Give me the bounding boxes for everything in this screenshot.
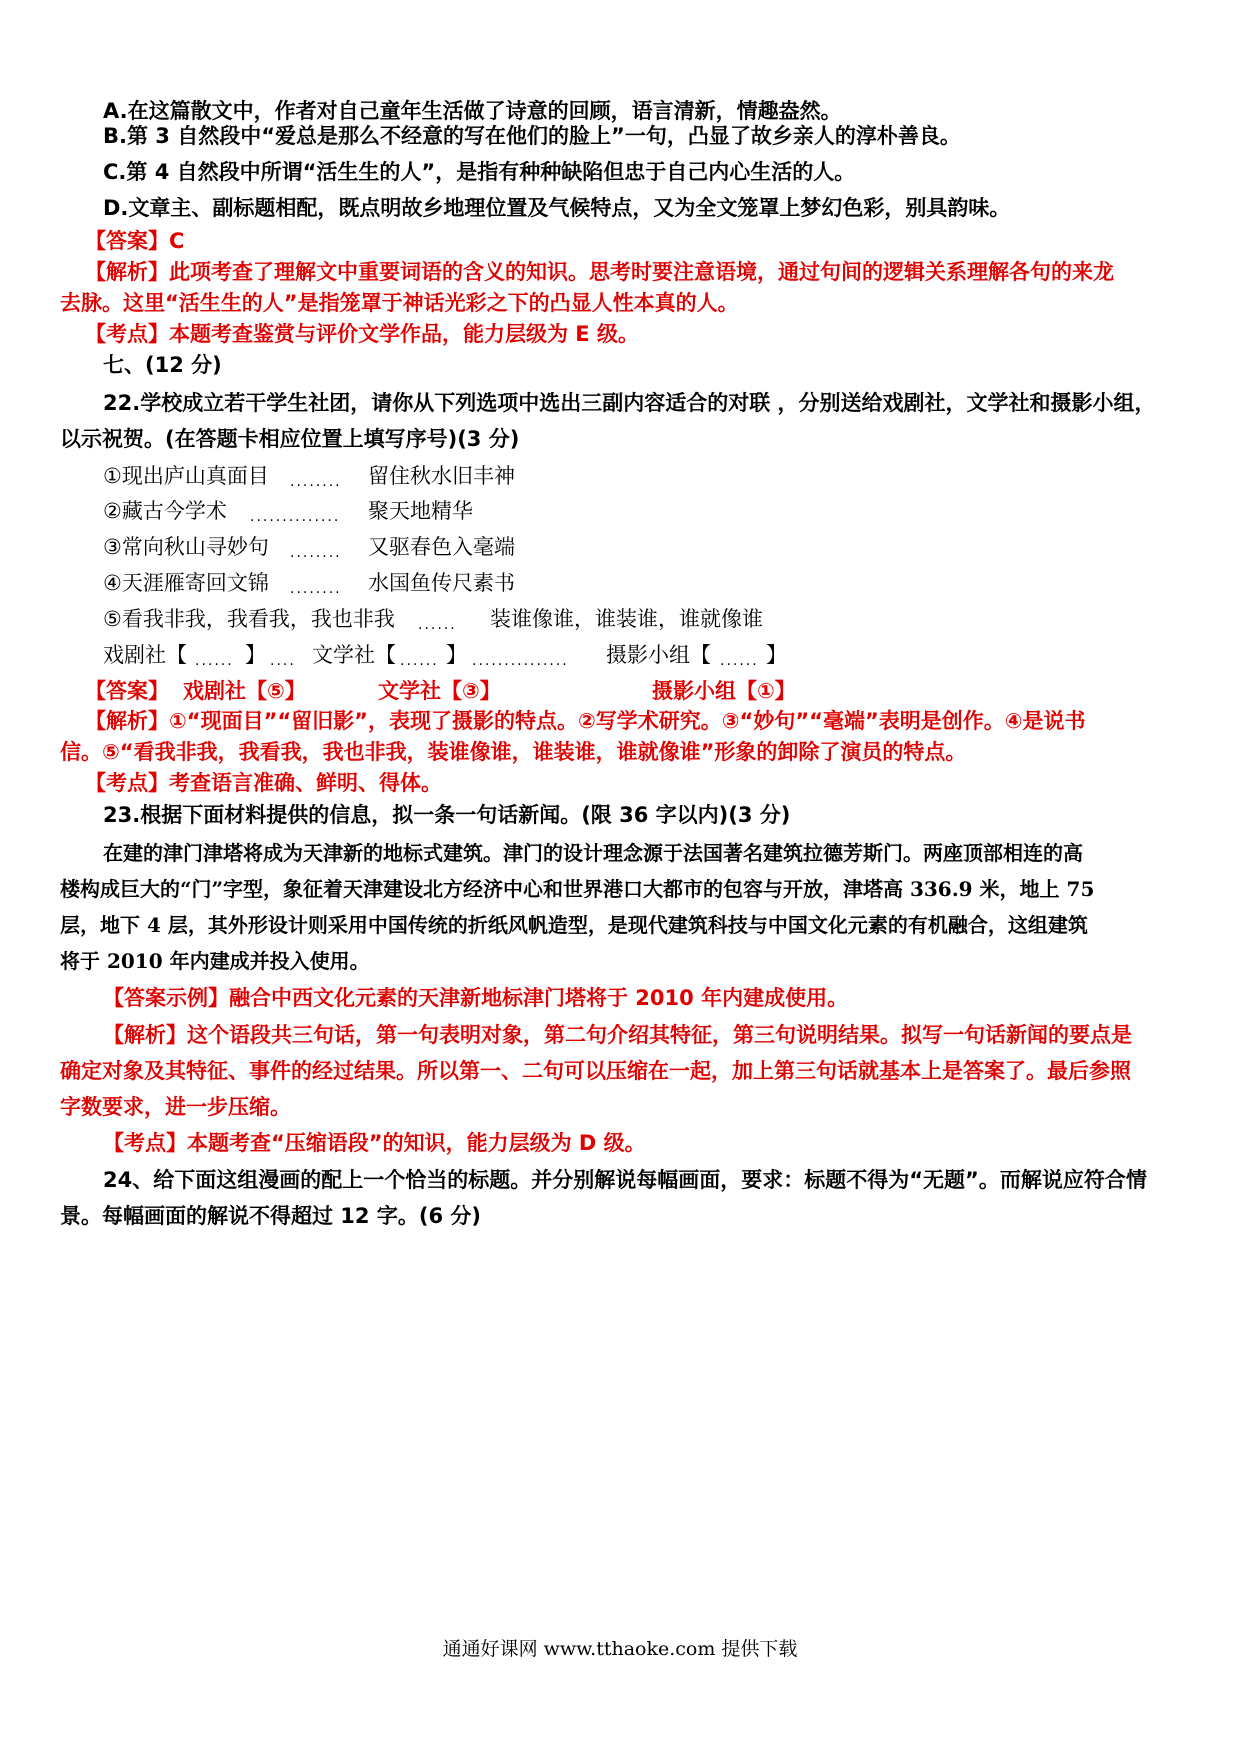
choice-c-text: C.第 4 自然段中所谓“活生生的人”，是指有种种缺陷但忠于自己内心生活的人。 <box>103 160 856 184</box>
page-footer: 通通好课网 www.tthaoke.com 提供下载 <box>442 1638 798 1660</box>
q23-material-text-4: 将于 2010 年内建成并投入使用。 <box>60 949 370 973</box>
q22-point-text: 【考点】考查语言准确、鲜明、得体。 <box>85 771 442 795</box>
q23-analysis-text-3: 字数要求，进一步压缩。 <box>60 1095 291 1119</box>
couplet-left: ②藏古今学术 <box>103 499 227 523</box>
couplet-left: ⑤看我非我，我看我，我也非我 <box>103 607 395 631</box>
couplet-dots: ........ <box>290 581 342 597</box>
q21-analysis-text-2: 去脉。这里“活生生的人”是指笼罩于神话光彩之下的凸显人性本真的人。 <box>60 291 739 315</box>
couplet-right: 又驱春色入毫端 <box>368 535 515 559</box>
q22-answer-photo: 摄影小组【①】 <box>652 679 796 703</box>
q23-answer-text: 【答案示例】融合中西文化元素的天津新地标津门塔将于 2010 年内建成使用。 <box>103 986 849 1010</box>
choice-d-text: D.文章主、副标题相配，既点明故乡地理位置及气候特点，又为全文笼罩上梦幻色彩，别具韵味。 <box>103 196 1011 220</box>
blank-drama-dots: ...... <box>195 653 234 669</box>
q22-analysis-text-2: 信。⑤“看我非我，我看我，我也非我，装谁像谁，谁装谁，谁就像谁”形象的卸除了演员的特点。 <box>60 740 967 764</box>
couplet-dots: ...... <box>418 617 457 633</box>
couplet-left: ①现出庐山真面目 <box>103 464 269 488</box>
couplet-left: ④天涯雁寄回文锦 <box>103 571 269 595</box>
blank-photo-label: 摄影小组【 <box>606 643 711 667</box>
q22-stem-text-1: 22.学校成立若干学生社团，请你从下列选项中选出三副内容适合的对联 ，分别送给戏剧社，文学社和摄影小组， <box>103 391 1156 415</box>
q23-material-text-2: 楼构成巨大的“门”字型，象征着天津建设北方经济中心和世界港口大都市的包容与开放，津塔高 336.9 米，地上 75 <box>60 877 1095 901</box>
q23-material-text-1: 在建的津门津塔将成为天津新的地标式建筑。津门的设计理念源于法国著名建筑拉德芳斯门。两座顶部相连的高 <box>103 841 1083 865</box>
blank-gap-dots: ............... <box>472 653 569 669</box>
couplet-left: ③常向秋山寻妙句 <box>103 535 269 559</box>
q23-stem-text: 23.根据下面材料提供的信息，拟一条一句话新闻。(限 36 字以内)(3 分) <box>103 803 791 827</box>
q23-analysis-text-1: 【解析】这个语段共三句话，第一句表明对象，第二句介绍其特征，第三句说明结果。拟写一句话新闻的要点是 <box>103 1023 1132 1047</box>
couplet-right: 留住秋水旧丰神 <box>368 464 515 488</box>
blank-photo-dots: ...... <box>720 653 759 669</box>
couplet-right: 水国鱼传尺素书 <box>368 571 515 595</box>
blank-lit-dots: ...... <box>400 653 439 669</box>
q22-analysis-text-1: 【解析】①“现面目”“留旧影”，表现了摄影的特点。②写学术研究。③“妙句”“毫端”表明是创作。④是说书 <box>85 709 1086 733</box>
q22-answer-lit: 文学社【③】 <box>378 679 501 703</box>
q23-analysis-text-2: 确定对象及其特征、事件的经过结果。所以第一、二句可以压缩在一起，加上第三句话就基本上是答案了。最后参照 <box>60 1059 1131 1083</box>
section-seven-text: 七、(12 分) <box>103 353 222 377</box>
q23-material-text-3: 层，地下 4 层，其外形设计则采用中国传统的折纸风帆造型，是现代建筑科技与中国文化元素的有机融合，这组建筑 <box>60 913 1088 937</box>
q21-analysis-text-1: 【解析】此项考查了理解文中重要词语的含义的知识。思考时要注意语境，通过句间的逻辑关系理解各句的来龙 <box>85 260 1114 284</box>
couplet-right: 聚天地精华 <box>368 499 473 523</box>
blank-photo-close: 】 <box>766 643 787 667</box>
q22-answer-label: 【答案】 <box>85 679 169 703</box>
blank-lit-close: 】 <box>446 643 467 667</box>
blank-drama-close: 】 <box>245 643 266 667</box>
q22-stem-text-2: 以示祝贺。(在答题卡相应位置上填写序号)(3 分) <box>60 427 520 451</box>
blank-lit-label: 文学社【 <box>312 643 396 667</box>
q21-answer-text: 【答案】C <box>85 229 185 253</box>
q21-point-text: 【考点】本题考查鉴赏与评价文学作品，能力层级为 E 级。 <box>85 322 639 346</box>
couplet-dots: .............. <box>250 509 341 525</box>
blank-drama-label: 戏剧社【 <box>103 643 187 667</box>
choice-a-text: A.在这篇散文中，作者对自己童年生活做了诗意的回顾，语言清新，情趣盎然。 <box>103 99 842 123</box>
q22-answer-drama: 戏剧社【⑤】 <box>183 679 306 703</box>
couplet-right: 装谁像谁，谁装谁，谁就像谁 <box>490 607 763 631</box>
q24-stem-text-1: 24、给下面这组漫画的配上一个恰当的标题。并分别解说每幅画面，要求：标题不得为“无题”。而解说应符合情 <box>103 1168 1147 1192</box>
couplet-dots: ........ <box>290 474 342 490</box>
q23-point-text: 【考点】本题考查“压缩语段”的知识，能力层级为 D 级。 <box>103 1131 646 1155</box>
q24-stem-text-2: 景。每幅画面的解说不得超过 12 字。(6 分) <box>60 1204 481 1228</box>
couplet-dots: ........ <box>290 545 342 561</box>
blank-gap-dots: .... <box>270 653 296 669</box>
choice-b-text: B.第 3 自然段中“爱总是那么不经意的写在他们的脸上”一句，凸显了故乡亲人的淳朴善良。 <box>103 124 961 148</box>
